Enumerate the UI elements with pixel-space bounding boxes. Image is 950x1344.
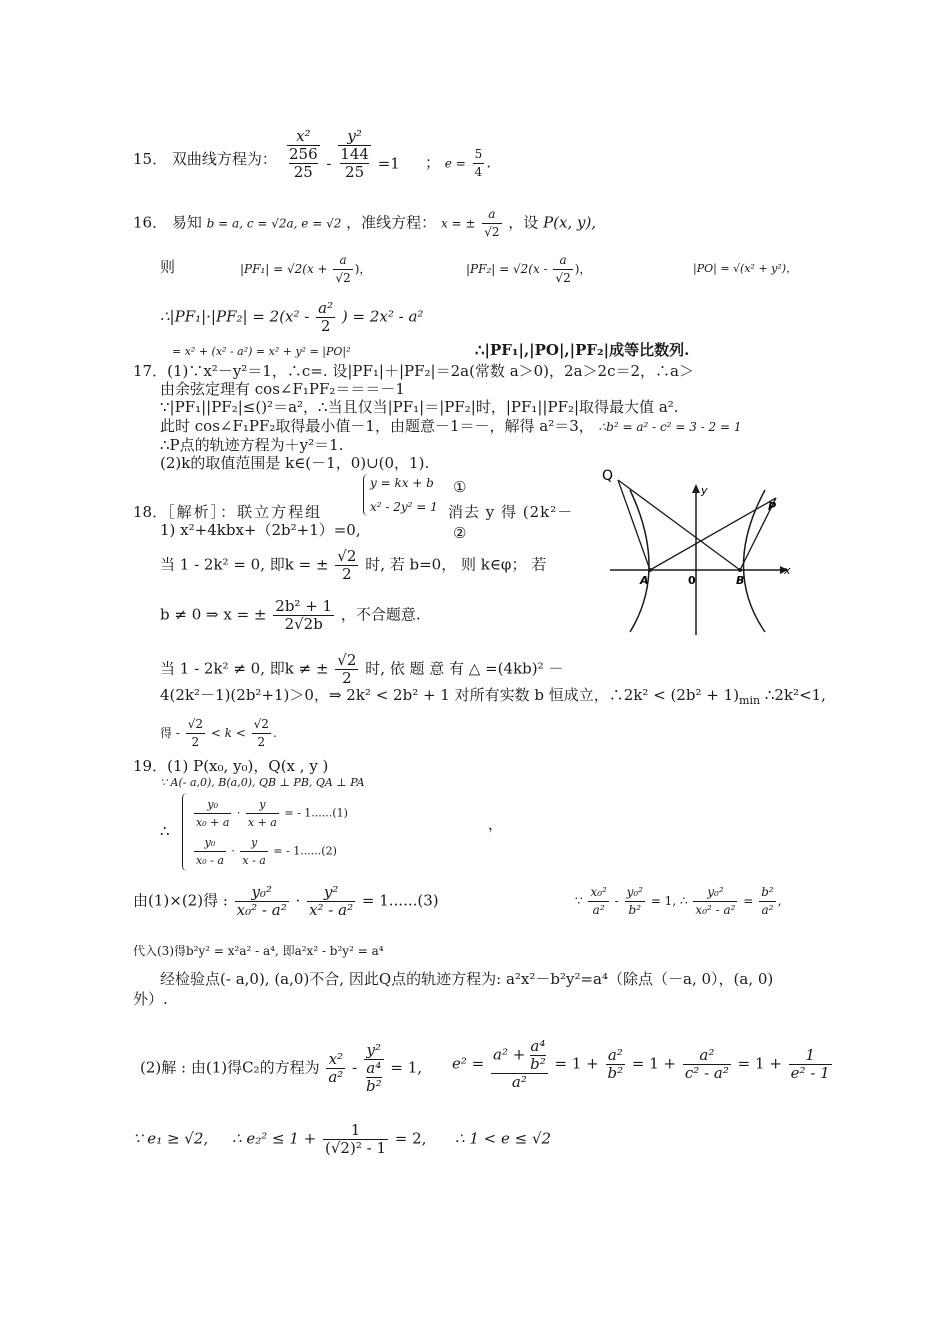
po-formula: |PO| = √(x² + y²)， [693, 262, 798, 275]
problem-16-line3: ∴|PF₁|·|PF₂| = 2(x² - $\frac{\text{a²}}{2}$ ) = 2x² - a² [160, 299, 424, 335]
problem-19-product: 由(1)×(2)得 : $\frac{\text{y₀²}}{\text{x₀² - a²}}$ · $\frac{\text{y²}}{\text{x² - a²}}$ = 1......(3) [133, 883, 439, 919]
circle-2: ② [453, 524, 467, 542]
label-Q: Q [602, 468, 614, 484]
problem-17-line1: 17．(1)∵x²－y²＝1，∴c=. 设|PF₁|＋|PF₂|＝2a(常数 a＞0)，2a＞2c＝2，∴a＞ [133, 362, 694, 380]
problem-18-line1b: 消去 y 得 (2k²－ [448, 503, 574, 521]
label-y: y [701, 484, 708, 497]
problem-16-line2: 则 [160, 258, 176, 276]
pf1-formula: |PF₁| = √2(x + $\frac{a}{√2}$ )， [240, 253, 372, 285]
problem-16-conclusion: ∴|PF₁|,|PO|,|PF₂|成等比数列. [475, 341, 690, 359]
problem-19-final: ∵ e₁ ≥ √2, ∴ e₂² ≤ 1 + $\frac{1}{\text{(√2)² - 1}}$ = 2, ∴ 1 < e ≤ √2 [133, 1121, 552, 1157]
problem-19-line7: 外）. [133, 990, 168, 1008]
label-P: P [768, 500, 777, 513]
therefore-sign: ∴ [160, 822, 170, 840]
system-brace-19 [182, 793, 189, 871]
label-O: 0 [688, 574, 696, 587]
problem-number: 15． [133, 150, 168, 168]
problem-19-line1: 19．(1) P(x₀, y₀)，Q(x , y ) [133, 757, 329, 775]
problem-16-line4: = x² + (x² - a²) = x² + y² = |PO|² [172, 345, 351, 358]
problem-16-line1: 16． 易知 b = a, c = √2a, e = √2 ，准线方程： x = ± $\frac{a}{√2}$ ，设 P(x, y), [133, 207, 597, 239]
label-x: x [784, 564, 791, 577]
problem-19-line2: ∵ A(- a,0), B(a,0), QB ⊥ PB, QA ⊥ PA [160, 776, 365, 789]
system-19-eq1: $\frac{\text{y₀}}{\text{x₀ + a}}$ · $\frac{y}{x + a}$ = - 1......(1) [196, 798, 348, 829]
line-QB [618, 480, 740, 570]
circle-1: ① [453, 478, 467, 496]
system-eq1: y = kx + b [370, 476, 434, 490]
problem-17-line5: ∴P点的轨迹方程为＋y²＝1. [160, 436, 344, 454]
point-B [738, 568, 742, 572]
problem-18-line1: 18．［解析］：联立方程组 [133, 503, 323, 521]
label-A: A [640, 574, 649, 587]
text: 双曲线方程为： [171, 150, 277, 168]
problem-19-line5: 代入(3)得b²y² = x²a² - a⁴, 即a²x² - b²y² = a⁴ [133, 944, 384, 958]
line-QA [618, 480, 650, 570]
eccentricity-derivation: e² = a² + $\frac{\text{a⁴}}{\text{b²}}$ a² = 1 + $\frac{\text{a²}}{\text{b²}}$ = 1 + $\frac{\text{a²}}{\text{c² - a²}}$ = 1 + $\frac{1}{\text{e² - 1}}$ [452, 1037, 830, 1091]
problem-15 [133, 150, 277, 168]
problem-17-line2: 由余弦定理有 cos∠F₁PF₂＝＝＝－1 [160, 380, 405, 398]
problem-18-line5: 当 1 - 2k² ≠ 0, 即k ≠ ± $\frac{√2}{2}$ 时, 依 题 意 有 △ =(4kb)² － [160, 651, 564, 687]
right-branch [744, 490, 766, 632]
label-B: B [736, 574, 745, 587]
line-PA [650, 498, 776, 570]
pf2-formula: |PF₂| = √2(x - $\frac{a}{√2}$ )， [466, 253, 592, 285]
problem-18-line3: 当 1 - 2k² = 0, 即k = ± $\frac{√2}{2}$ 时, 若 b=0， 则 k∈φ； 若 [160, 547, 547, 583]
problem-18-line7: 得 - $\frac{√2}{2}$ < k < $\frac{√2}{2}$ . [160, 717, 277, 749]
comma: ， [488, 815, 504, 833]
problem-17-line4: 此时 cos∠F₁PF₂取得最小值－1，由题意－1＝－，解得 a²＝3， ∴b² = a² - c² = 3 - 2 = 1 [160, 417, 742, 435]
hyperbola-figure [600, 460, 800, 640]
problem-18-line6: 4(2k²－1)(2b²+1)＞0，⇒ 2k² < 2b² + 1 对所有实数 b 恒成立，∴2k² < $(2b^2 + 1)_{min}$ ∴2k²<1, [160, 686, 826, 707]
system-brace [363, 474, 370, 516]
system-19-eq2: $\frac{\text{y₀}}{\text{x₀ - a}}$ · $\frac{y}{x - a}$ = - 1......(2) [196, 836, 337, 867]
y-axis-arrow [692, 484, 700, 493]
problem-18-line4: b ≠ 0 ⇒ x = ± $\frac{\text{2b² + 1}}{2√2b}$ ，不合题意. [160, 597, 421, 633]
problem-19-part2: (2)解 : 由(1)得C₂的方程为 $\frac{\text{x²}}{\text{a²}}$ - y² a⁴ b² = 1, [140, 1041, 423, 1095]
eccentricity: ； e = $\frac{5}{4}$ . [425, 147, 491, 179]
problem-17-line3: ∵|PF₁||PF₂|≤()²＝a²，∴当且仅当|PF₁|＝|PF₂|时，|PF₁||PF₂|取得最大值 a². [160, 398, 679, 416]
point-A [648, 568, 652, 572]
hyperbola-equation: x² 256 25 - y² 144 25 =1 [289, 127, 400, 181]
problem-17-line6: (2)k的取值范围是 k∈(－1，0)∪(0，1). [160, 454, 430, 472]
problem-19-line6: 经检验点(- a,0), (a,0)不合, 因此Q点的轨迹方程为: a²x²－b²y²=a⁴（除点（－a, 0），(a, 0) [160, 970, 774, 988]
problem-19-substitution: ∵ $\frac{\text{x₀²}}{\text{a²}}$ - $\frac{\text{y₀²}}{\text{b²}}$ = 1, ∴ $\frac{\text{y₀²}}{\text{x₀² - a²}}$ = $\frac{\text{b²}}{\text{a²}}$ , [575, 885, 782, 917]
system-eq2: x² - 2y² = 1 [370, 500, 438, 514]
problem-18-line2: 1) x²+4kbx+（2b²+1）=0, [160, 521, 361, 539]
